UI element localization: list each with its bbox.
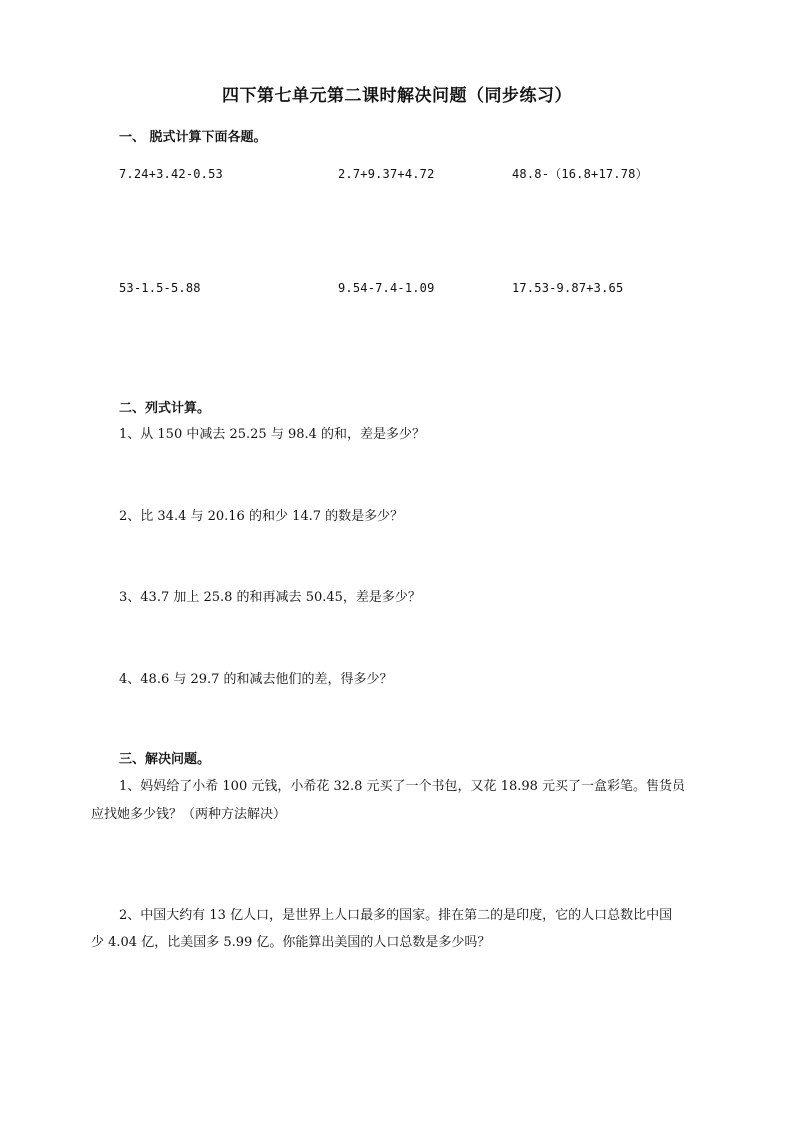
page-title: 四下第七单元第二课时解决问题（同步练习）: [222, 86, 572, 106]
expression-6: 17.53-9.87+3.65: [512, 281, 624, 295]
question-2-2: 2、比 34.4 与 20.16 的和少 14.7 的数是多少？: [119, 509, 404, 524]
problem-3-2-line-1: 2、中国大约有 13 亿人口，是世界上人口最多的国家。排在第二的是印度，它的人口总数比中国: [119, 908, 673, 923]
question-2-3: 3、43.7 加上 25.8 的和再减去 50.45，差是多少？: [119, 590, 421, 605]
problem-3-1-line-2: 应找她多少钱？（两种方法解决）: [91, 807, 287, 822]
problem-3-2-line-2: 少 4.04 亿，比美国多 5.99 亿。你能算出美国的人口总数是多少吗？: [91, 935, 491, 950]
expression-3: 48.8-（16.8+17.78）: [512, 167, 648, 181]
expression-4: 53-1.5-5.88: [119, 281, 201, 295]
question-2-4: 4、48.6 与 29.7 的和减去他们的差，得多少？: [119, 672, 393, 687]
section-1-heading: 一、 脱式计算下面各题。: [119, 130, 267, 145]
section-3-heading: 三、解决问题。: [119, 752, 211, 767]
section-2-heading: 二、列式计算。: [119, 401, 211, 416]
problem-3-1-line-1: 1、妈妈给了小希 100 元钱，小希花 32.8 元买了一个书包，又花 18.98 元买了一盒彩笔。售货员: [119, 779, 686, 794]
expression-5: 9.54-7.4-1.09: [338, 281, 435, 295]
question-2-1: 1、从 150 中减去 25.25 与 98.4 的和，差是多少？: [119, 427, 426, 442]
expression-2: 2.7+9.37+4.72: [338, 167, 435, 181]
expression-1: 7.24+3.42-0.53: [119, 167, 223, 181]
